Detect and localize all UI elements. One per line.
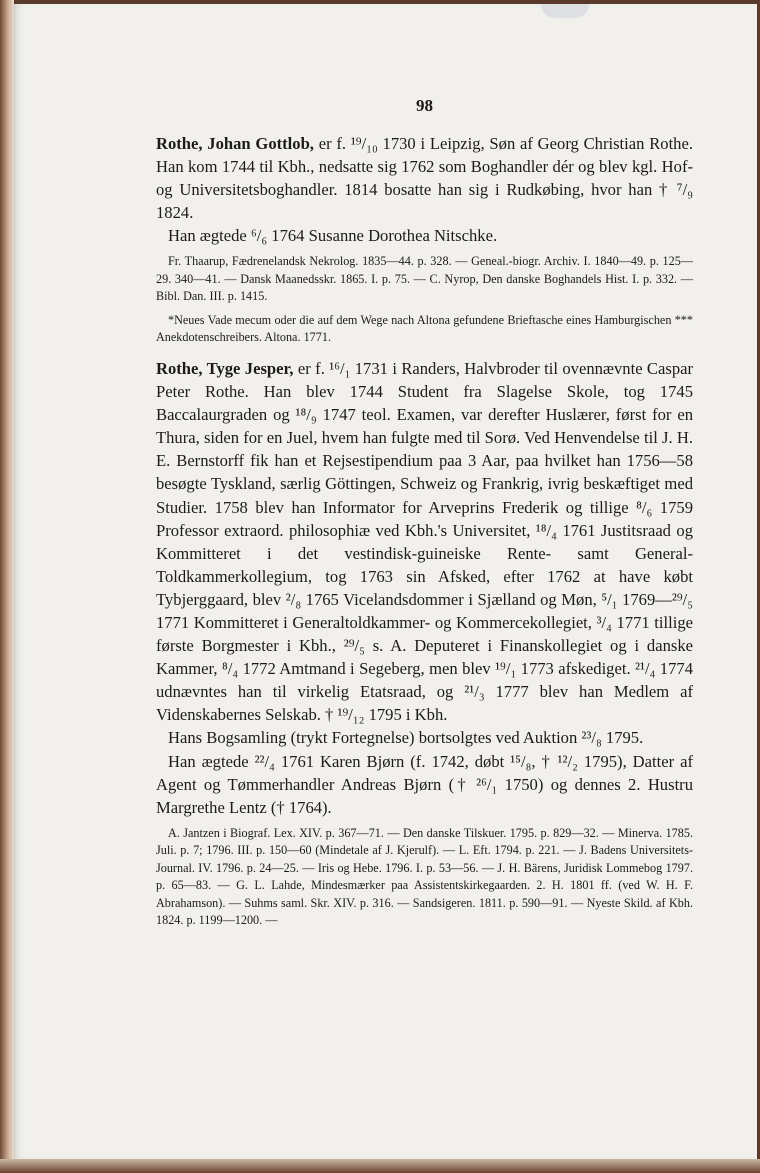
book-spine <box>0 0 14 1173</box>
page-clip-mark <box>541 4 589 18</box>
entry-2-text: er f. ¹⁶/₁ 1731 i Randers, Halvbroder til ovennævnte Caspar Peter Rothe. Han blev 1744 Student fra Slagelse Skole, tog 1745 Baccalaurgraden og ¹⁸/₉ 1747 teol. Examen, var derefter Huslærer, først for en Thura, siden for en Juel, hvem han fulgte med til Sorø. Ved Henvendelse til J. H. E. Bernstorff fik han et Rejsestipendium paa 3 Aar, paa hvilket han 1756—58 besøgte Tyskland, særlig Göttingen, Schweiz og Frankrig, ivrig beskæftiget med Studier. 1758 blev han Informator for Arveprins Frederik og tillige ⁸/₆ 1759 Professor extraord. philosophiæ ved Kbh.'s Universitet, ¹⁸/₄ 1761 Justitsraad og Kommitteret i det vestindisk-guineiske Rente- samt General-Toldkammerkollegium, tog 1763 sin Afsked, efter 1762 at have købt Tybjerggaard, blev ²/₈ 1765 Vicelandsdommer i Sjælland og Møn, ⁵/₁ 1769—²⁹/₅ 1771 Kommitteret i Generaltoldkammer- og Kommercekollegiet, ³/₄ 1771 tillige første Borgmester i Kbh., ²⁹/₅ s. A. Deputeret i Finanskollegiet og i danske Kammer, ⁸/₄ 1772 Amtmand i Segeberg, men blev ¹⁹/₁ 1773 afskediget. ²¹/₄ 1774 udnævntes han til virkelig Etatsraad, og ²¹/₃ 1777 blev han Medlem af Videnskabernes Selskab. † ¹⁹/₁₂ 1795 i Kbh. <box>156 358 694 725</box>
entry-2-name: Rothe, Tyge Jesper, <box>156 358 294 378</box>
entry-2-paragraph-1 <box>156 357 693 727</box>
entry-2-paragraph-2: Hans Bogsamling (trykt Fortegnelse) bortsolgtes ved Auktion ²³/₈ 1795. <box>168 728 644 748</box>
page-text <box>156 96 693 930</box>
entry-1-paragraph-2: Han ægtede ⁶/₆ 1764 Susanne Dorothea Nitschke. <box>168 226 498 246</box>
entry-2-paragraph-3: Han ægtede ²²/₄ 1761 Karen Bjørn (f. 1742, døbt ¹⁵/₈, † ¹²/₂ 1795), Datter af Agent og Tømmerhandler Andreas Bjørn († ²⁶/₁ 1750) og dennes 2. Hustru Margrethe Lentz († 1764). <box>156 751 693 817</box>
entry-2-source-1: A. Jantzen i Biograf. Lex. XIV. p. 367—71. — Den danske Tilskuer. 1795. p. 829—32. — Minerva. 1785. Juli. p. 7; 1796. III. p. 150—60 (Mindetale af J. Kjerulf). — L. Eft. 1794. p. 221. — J. Badens Universitets-Journal. IV. 1796. p. 24—25. — Iris og Hebe. 1796. I. p. 53—56. — J. H. Bärens, Juridisk Lommebog 1797. p. 65—83. — G. L. Lahde, Mindesmærker paa Assistentskirkegaarden. 2. H. 1801 ff. (ved W. H. F. Abrahamson). — Suhms saml. Skr. XIV. p. 316. — Sandsigeren. 1811. p. 590—91. — Nyeste Skild. af Kbh. 1824. p. 1199—1200. — <box>156 825 693 928</box>
entry-1-paragraph-1 <box>156 132 693 224</box>
entry-1-name: Rothe, Johan Gottlob, <box>156 134 314 153</box>
entry-1-text: er f. ¹⁹/₁₀ 1730 i Leipzig, Søn af Georg Christian Rothe. Han kom 1744 til Kbh., nedsatte sig 1762 som Boghandler dér og blev kgl. Hof- og Universitetsboghandler. 1814 bosatte han sig i Rudkøbing, hvor han † ⁷/₉ 1824. <box>156 134 693 223</box>
page-number: 98 <box>416 96 433 115</box>
page-bottom-edge <box>0 1159 760 1173</box>
entry-1-source-2: *Neues Vade mecum oder die auf dem Wege nach Altona gefundene Brieftasche eines Hamburgischen *** Anekdotenschreibers. Altona. 1771. <box>156 312 693 345</box>
entry-1-source-1: Fr. Thaarup, Fædrenelandsk Nekrolog. 1835—44. p. 328. — Geneal.-biogr. Archiv. I. 1840—49. p. 125—29. 340—41. — Dansk Maanedsskr. 1865. I. p. 75. — C. Nyrop, Den danske Boghandels Hist. I. p. 332. — Bibl. Dan. III. p. 1415. <box>156 254 693 304</box>
